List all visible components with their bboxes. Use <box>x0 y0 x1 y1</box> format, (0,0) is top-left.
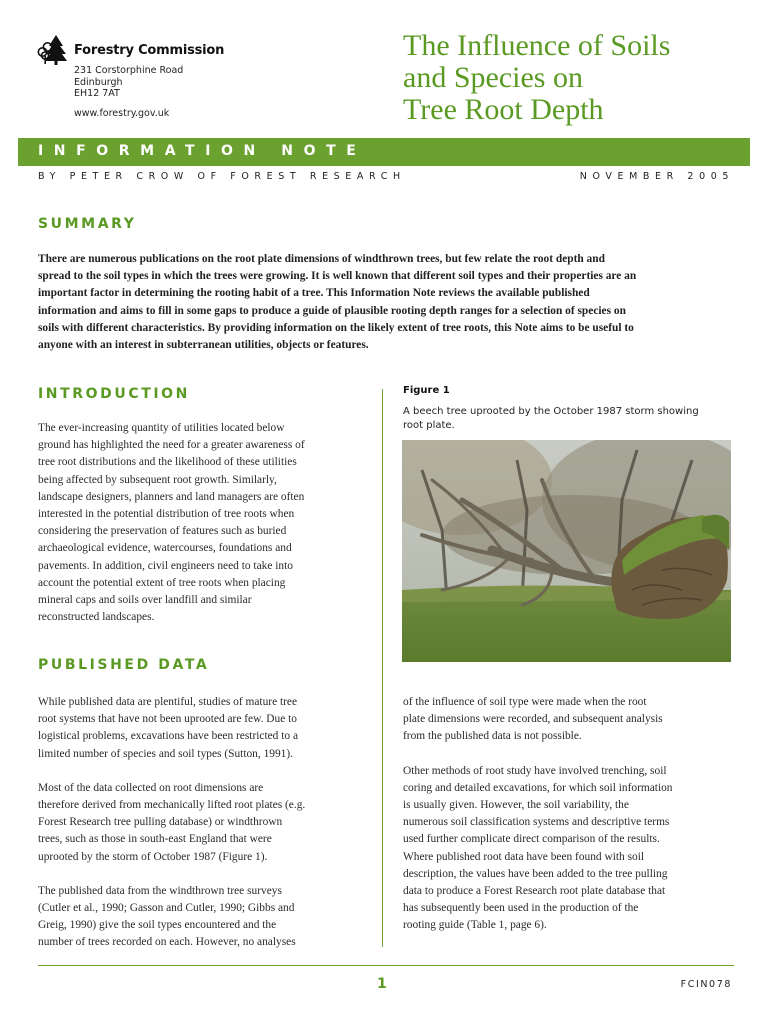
text-line: Other methods of root study have involved trenching, soil <box>403 764 667 777</box>
title-line: Tree Root Depth <box>403 93 604 126</box>
text-line: landscape designers, planners and land managers are often <box>38 490 305 503</box>
text-line: numerous soil classification systems and descriptive terms <box>403 816 670 829</box>
summary-paragraph <box>38 251 738 354</box>
text-line: of the influence of soil type were made when the root <box>403 696 647 708</box>
text-line: from the published data is not possible. <box>403 730 582 743</box>
caption-line: root plate. <box>403 419 455 431</box>
published-data-heading: PUBLISHED DATA <box>38 657 210 673</box>
text-line: data to produce a Forest Research root plate database that <box>403 885 666 898</box>
text-line: archaeological evidence, watercourses, foundations and <box>38 542 292 555</box>
text-line: description, the values have been added to the tree pulling <box>403 867 668 880</box>
summary-line: important factor in determining the rooting habit of a tree. This Information Note reviews the available published <box>38 287 590 300</box>
text-line: account the potential extent of tree roots when placing <box>38 576 286 589</box>
introduction-heading: INTRODUCTION <box>38 386 190 402</box>
page-number: 1 <box>377 976 387 992</box>
text-line: has subsequently been used in the production of the <box>403 902 639 915</box>
document-code: FCIN078 <box>680 979 732 990</box>
text-line: number of trees recorded on each. However, no analyses <box>38 936 296 949</box>
text-line: coring and detailed excavations, for which soil information <box>403 781 673 794</box>
text-line: therefore derived from mechanically lifted root plates (e.g. <box>38 799 306 812</box>
figure-label: Figure 1 <box>403 385 450 396</box>
paragraph <box>38 883 368 952</box>
text-line: pavements. In addition, civil engineers need to take into <box>38 559 293 572</box>
information-note-label: INFORMATION NOTE <box>38 143 367 159</box>
summary-line: information and aims to fill in some gaps to produce a guide of plausible rooting depth ranges for a selection of species on <box>38 304 626 317</box>
summary-line: anyone with an interest in subterranean utilities, objects or features. <box>38 339 369 352</box>
website-link[interactable]: www.forestry.gov.uk <box>74 108 170 119</box>
paragraph <box>38 694 368 763</box>
text-line: being affected by subsequent root growth. Similarly, <box>38 473 277 486</box>
text-line: considering the preservation of features such as buried <box>38 525 287 538</box>
text-line: Where published root data have been found with soil <box>403 850 645 863</box>
text-line: While published data are plentiful, studies of mature tree <box>38 696 298 708</box>
published-data-left-column <box>38 694 368 952</box>
text-line: tree root distributions and the likelihood of these utilities <box>38 456 297 469</box>
published-data-right-column <box>403 694 738 935</box>
paragraph <box>38 780 368 866</box>
forestry-commission-logo-icon <box>36 34 76 66</box>
text-line: plate dimensions were recorded, and subsequent analysis <box>403 713 663 726</box>
text-line: Greig, 1990) give the soil types encountered and the <box>38 919 277 932</box>
text-line: (Cutler et al., 1990; Gasson and Cutler, 1990; Gibbs and <box>38 902 295 915</box>
text-line: mineral caps and soils over landfill and similar <box>38 594 252 607</box>
address-line: 231 Corstorphine Road <box>74 65 184 76</box>
text-line: ground has highlighted the need for a greater awareness of <box>38 439 305 452</box>
summary-line: soils with different characteristics. By providing information on the likely extent of tree roots, this Note aims to be useful to <box>38 321 634 334</box>
summary-line: spread to the soil types in which the trees were growing. It is well known that different soil types and their properties are an <box>38 270 637 283</box>
document-title <box>403 30 743 126</box>
address-line: Edinburgh <box>74 76 123 88</box>
text-line: root systems that have not been uprooted are few. Due to <box>38 713 297 726</box>
paragraph <box>403 763 738 935</box>
summary-line: There are numerous publications on the root plate dimensions of windthrown trees, but few relate the root depth and <box>38 253 605 265</box>
address-line: EH12 7AT <box>74 88 120 99</box>
title-line: The Influence of Soils <box>403 29 671 62</box>
text-line: uprooted by the storm of October 1987 (Figure 1). <box>38 850 268 863</box>
organization-name: Forestry Commission <box>74 43 225 58</box>
text-line: logistical problems, excavations have been restricted to a <box>38 730 298 743</box>
text-line: is usually given. However, the soil variability, the <box>403 799 629 812</box>
organization-address <box>74 65 183 100</box>
text-line: reconstructed landscapes. <box>38 611 155 624</box>
author-byline: BY PETER CROW OF FOREST RESEARCH <box>38 171 406 182</box>
title-line: and Species on <box>403 61 583 94</box>
text-line: The ever-increasing quantity of utilities located below <box>38 422 285 434</box>
text-line: The published data from the windthrown tree surveys <box>38 884 282 897</box>
footer-rule <box>38 965 734 966</box>
figure-caption <box>403 405 733 432</box>
caption-line: A beech tree uprooted by the October 1987 storm showing <box>403 406 699 417</box>
text-line: Forest Research tree pulling database) or windthrown <box>38 816 283 829</box>
text-line: Most of the data collected on root dimensions are <box>38 781 264 794</box>
paragraph <box>403 694 738 746</box>
text-line: limited number of species and soil types (Sutton, 1991). <box>38 747 293 760</box>
column-divider <box>382 389 383 947</box>
uprooted-beech-tree-photo <box>402 440 731 662</box>
text-line: rooting guide (Table 1, page 6). <box>403 919 547 932</box>
text-line: used further complicate direct comparison of the results. <box>403 833 660 846</box>
information-note-band <box>18 138 750 166</box>
text-line: interested in the potential distribution of tree roots when <box>38 508 295 521</box>
text-line: trees, such as those in south-east England that were <box>38 833 272 846</box>
summary-heading: SUMMARY <box>38 216 137 232</box>
publication-date: NOVEMBER 2005 <box>579 171 734 182</box>
introduction-paragraph <box>38 420 368 626</box>
